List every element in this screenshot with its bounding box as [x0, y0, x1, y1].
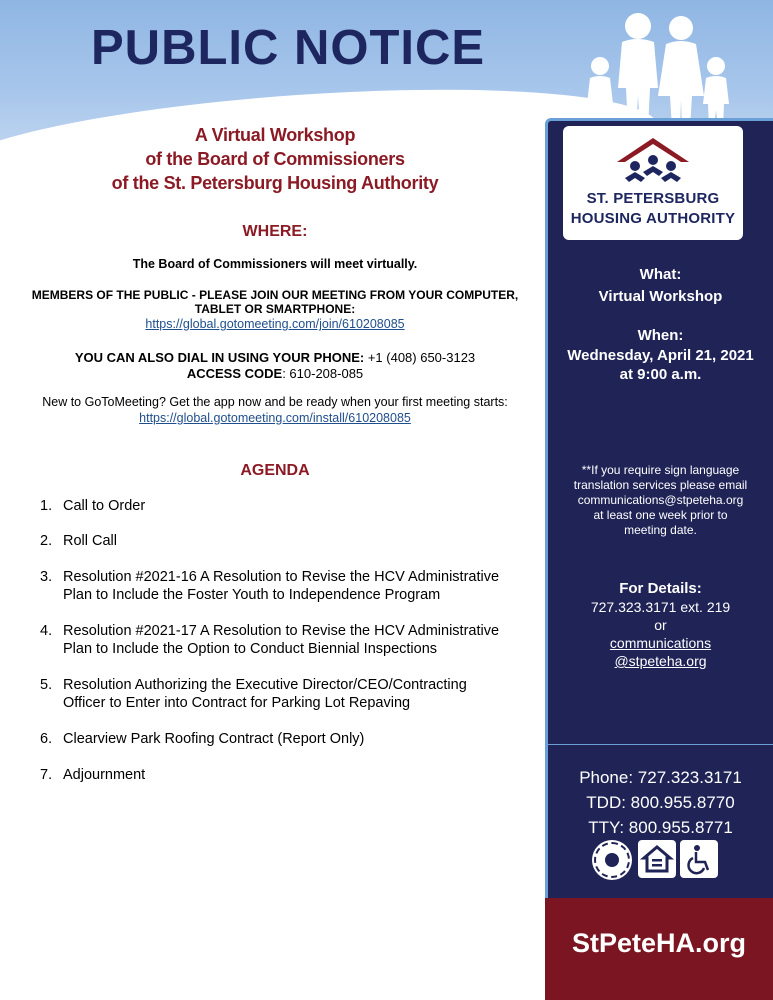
agenda-text-line: Officer to Enter into Contract for Parking Lot Repaving [63, 695, 411, 711]
house-logo-icon [613, 136, 693, 188]
sign-note-line: **If you require sign language [581, 463, 740, 477]
agenda-text [63, 622, 533, 658]
agenda-text-line: Resolution Authorizing the Executive Director/CEO/Contracting [63, 677, 467, 693]
tty-number: TTY: 800.955.8771 [588, 818, 733, 837]
event-subtitle-line: of the St. Petersburg Housing Authority [111, 173, 439, 193]
details-label: For Details: [619, 580, 702, 597]
dial-in-line [10, 350, 540, 365]
page-title: PUBLIC NOTICE [91, 21, 486, 75]
details-phone: 727.323.3171 ext. 219 [590, 599, 731, 615]
agenda-text [63, 568, 533, 604]
hud-seal-icon [594, 842, 630, 878]
agenda-number: 2. [40, 533, 53, 549]
agenda-text: Adjournment [63, 767, 146, 783]
access-code-label: ACCESS CODE [186, 366, 283, 381]
agenda-text: Roll Call [63, 533, 117, 549]
accessibility-icon [680, 840, 718, 878]
where-heading: WHERE: [242, 223, 308, 240]
when-label: When: [637, 327, 684, 344]
agenda-text-line: Plan to Include the Foster Youth to Independence Program [63, 587, 441, 603]
logo-text-line2: HOUSING AUTHORITY [570, 210, 736, 227]
details-email-link-cont[interactable]: @stpeteha.org [614, 653, 707, 669]
agenda-heading: AGENDA [240, 462, 310, 479]
what-label: What: [639, 266, 682, 283]
agenda-text: Call to Order [63, 498, 146, 514]
phone-number: Phone: 727.323.3171 [579, 768, 742, 787]
what-value: Virtual Workshop [598, 288, 723, 305]
access-code-line [10, 366, 540, 381]
agenda-number: 3. [40, 569, 53, 585]
dial-in-label: YOU CAN ALSO DIAL IN USING YOUR PHONE: [74, 350, 365, 365]
install-app-link[interactable]: https://global.gotomeeting.com/install/610208085 [139, 411, 411, 425]
members-instructions-cont: TABLET OR SMARTPHONE: [194, 302, 356, 316]
compliance-icons [594, 840, 724, 878]
family-silhouette-icon [578, 8, 738, 128]
dial-in-number: +1 (408) 650-3123 [364, 350, 476, 365]
details-or: or [654, 617, 667, 633]
agenda-text-line: Resolution #2021-17 A Resolution to Revise the HCV Administrative [63, 623, 500, 639]
event-subtitle-line: of the Board of Commissioners [145, 149, 405, 169]
sign-language-note [548, 463, 773, 538]
sign-note-line: at least one week prior to [593, 508, 728, 522]
equal-housing-icon [638, 840, 676, 878]
new-to-gotomeeting-text: New to GoToMeeting? Get the app now and be ready when your first meeting starts: [42, 395, 508, 409]
members-instructions: MEMBERS OF THE PUBLIC - PLEASE JOIN OUR MEETING FROM YOUR COMPUTER, [31, 288, 519, 302]
website-link[interactable]: StPeteHA.org [571, 928, 747, 958]
agenda-text [63, 676, 533, 712]
sidebar-divider [548, 744, 773, 745]
logo-text-line1: ST. PETERSBURG [586, 190, 720, 207]
when-value [548, 346, 773, 384]
agenda-number: 4. [40, 623, 53, 639]
contact-numbers [548, 765, 773, 840]
when-time: at 9:00 a.m. [619, 366, 702, 383]
details-email-link[interactable]: communications [609, 635, 712, 651]
join-meeting-link[interactable]: https://global.gotomeeting.com/join/610208085 [145, 317, 405, 331]
when-date: Wednesday, April 21, 2021 [567, 347, 754, 364]
agenda-number: 6. [40, 731, 53, 747]
access-code-value: : 610-208-085 [282, 366, 364, 381]
agenda-text-line: Resolution #2021-16 A Resolution to Revise the HCV Administrative [63, 569, 500, 585]
agenda-number: 7. [40, 767, 53, 783]
sign-note-line: meeting date. [624, 523, 697, 537]
agenda-text-line: Plan to Include the Option to Conduct Biennial Inspections [63, 641, 438, 657]
spha-logo [563, 126, 743, 240]
agenda-number: 5. [40, 677, 53, 693]
agenda-number: 1. [40, 498, 53, 514]
sign-note-line: communications@stpeteha.org [577, 493, 744, 507]
meet-virtually-text: The Board of Commissioners will meet virtually. [132, 257, 418, 271]
website-banner [545, 898, 773, 1000]
event-subtitle-line: A Virtual Workshop [194, 125, 356, 145]
sign-note-line: translation services please email [573, 478, 748, 492]
tdd-number: TDD: 800.955.8770 [586, 793, 735, 812]
agenda-text: Clearview Park Roofing Contract (Report Only) [63, 731, 365, 747]
